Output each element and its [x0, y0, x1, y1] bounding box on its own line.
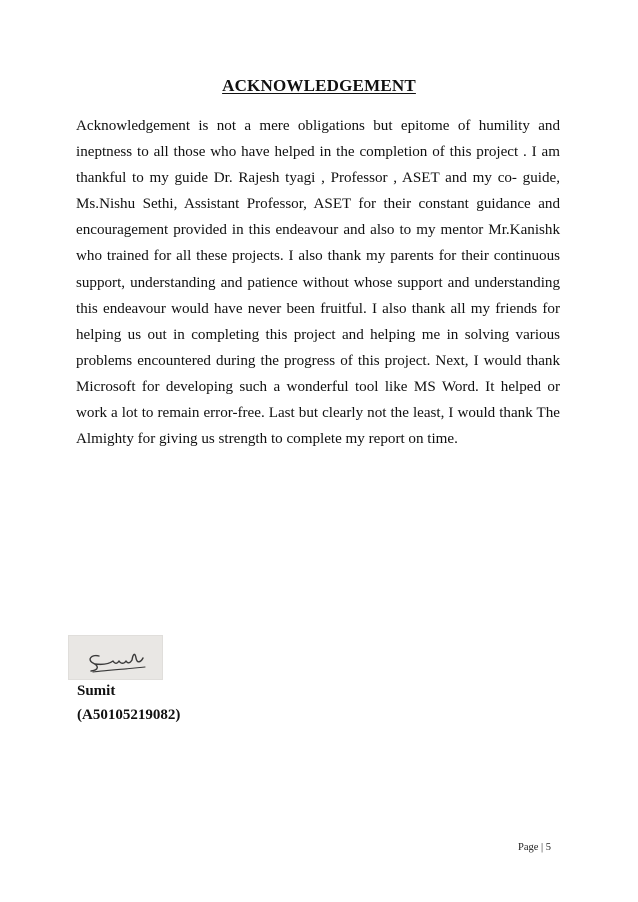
- handwritten-signature: [69, 636, 164, 681]
- page-number: Page | 5: [518, 842, 552, 853]
- signer-name: Sumit: [77, 683, 116, 699]
- signature-image: [68, 635, 163, 680]
- signer-id: (A50105219082): [77, 707, 181, 723]
- acknowledgement-paragraph: Acknowledgement is not a mere obligations but epitome of humility and ineptness to all those who have helped in the completion of this project . I am thankful to my guide Dr. Rajesh tyagi , Professor , ASET and my co- guide, Ms.Nishu Sethi, Assistant Professor, ASET for their constant guidance and encouragement provided in this endeavour and also to my mentor Mr.Kanishk who trained for all these projects. I also thank my parents for their continuous support, understanding and patience without whose support and understanding this endeavour would have never been fruitful. I also thank all my friends for helping us out in completing this project and helping me in solving various problems encountered during the progress of this project. Next, I would thank Microsoft for developing such a wonderful tool like MS Word. It helped or work a lot to remain error-free. Last but clearly not the least, I would thank The Almighty for giving us strength to complete my report on time.: [76, 118, 560, 448]
- page-title: ACKNOWLEDGEMENT: [222, 76, 416, 95]
